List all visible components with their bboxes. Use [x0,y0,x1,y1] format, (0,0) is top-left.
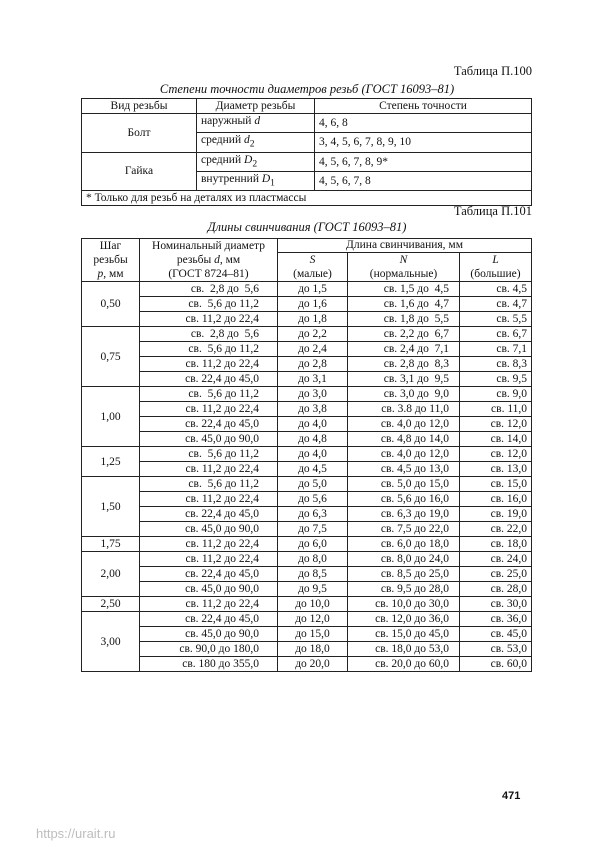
nominal-range-cell: св. 22,4 до 45,0 [140,507,278,522]
table-100-title: Степени точности диаметров резьб (ГОСТ 16093–81) [159,82,455,96]
nominal-range-cell: св. 11,2 до 22,4 [140,537,278,552]
nominal-header [140,239,278,282]
table-row [82,492,532,507]
nominal-range-cell: св. 2,8 до 5,6 [140,282,278,297]
n-length-cell: св. 20,0 до 60,0 [348,657,460,672]
n-length-cell: св. 6,3 до 19,0 [348,507,460,522]
table-row [82,627,532,642]
table-row [82,152,532,171]
table-row [82,657,532,672]
s-length-cell: до 5,0 [278,477,348,492]
length-header: Длина свинчивания, мм [278,239,532,253]
pitch-cell: 0,50 [82,282,140,327]
table-header-cell: Вид резьбы [82,99,197,114]
l-length-cell: св. 30,0 [460,597,532,612]
l-length-cell: св. 15,0 [460,477,532,492]
n-length-cell: св. 1,6 до 4,7 [348,297,460,312]
nominal-range-cell: св. 22,4 до 45,0 [140,372,278,387]
s-length-cell: до 1,5 [278,282,348,297]
table-header-cell: Степень точности [315,99,532,114]
n-length-cell: св. 1,5 до 4,5 [348,282,460,297]
s-length-cell: до 2,8 [278,357,348,372]
l-length-cell: св. 14,0 [460,432,532,447]
n-length-cell: св. 4,5 до 13,0 [348,462,460,477]
nominal-range-cell: св. 5,6 до 11,2 [140,297,278,312]
nominal-range-cell: св. 90,0 до 180,0 [140,642,278,657]
l-length-cell: св. 36,0 [460,612,532,627]
l-length-cell: св. 11,0 [460,402,532,417]
s-length-cell: до 5,6 [278,492,348,507]
l-length-cell: св. 22,0 [460,522,532,537]
table-101-caption: Таблица П.101 [453,204,532,218]
s-header [278,253,348,282]
n-header [348,253,460,282]
n-length-cell: св. 5,0 до 15,0 [348,477,460,492]
table-101-title: Длины свинчивания (ГОСТ 16093–81) [207,220,407,234]
pitch-cell: 1,75 [82,537,140,552]
table-row [82,507,532,522]
s-length-cell: до 8,0 [278,552,348,567]
l-length-cell: св. 5,5 [460,312,532,327]
grades-cell: 4, 5, 6, 7, 8, 9* [315,152,532,171]
table-row [82,297,532,312]
table-row [82,312,532,327]
table-100-caption: Таблица П.100 [453,64,532,78]
n-length-cell: св. 4,8 до 14,0 [348,432,460,447]
n-length-cell: св. 12,0 до 36,0 [348,612,460,627]
table-row [82,462,532,477]
table-row [82,402,532,417]
table-row [82,114,532,133]
table-100-header-row [82,99,532,114]
table-row [82,552,532,567]
s-length-cell: до 4,0 [278,447,348,462]
s-length-cell: до 18,0 [278,642,348,657]
s-header-label: (малые) [293,268,332,280]
thread-type-cell: Гайка [82,152,197,191]
table-row [82,282,532,297]
diameter-cell: внутренний $D_1$ [197,171,315,190]
nominal-header-line: (ГОСТ 8724–81) [168,268,249,280]
l-length-cell: св. 24,0 [460,552,532,567]
pitch-header-line: Шаг [99,240,122,252]
nominal-range-cell: св. 5,6 до 11,2 [140,447,278,462]
table-row [82,387,532,402]
pitch-cell: 1,25 [82,447,140,477]
table-100 [81,98,532,206]
table-row [82,372,532,387]
n-header-symbol: N [399,254,408,266]
s-length-cell: до 9,5 [278,582,348,597]
l-length-cell: св. 9,0 [460,387,532,402]
l-length-cell: св. 19,0 [460,507,532,522]
table-row [82,567,532,582]
table-row [82,642,532,657]
nominal-header-line: резьбы d, мм [176,254,241,266]
l-length-cell: св. 8,3 [460,357,532,372]
s-length-cell: до 7,5 [278,522,348,537]
nominal-range-cell: св. 22,4 до 45,0 [140,612,278,627]
l-length-cell: св. 7,1 [460,342,532,357]
s-length-cell: до 4,8 [278,432,348,447]
nominal-range-cell: св. 180 до 355,0 [140,657,278,672]
nominal-range-cell: св. 45,0 до 90,0 [140,582,278,597]
l-header-label: (большие) [470,268,521,280]
s-length-cell: до 6,0 [278,537,348,552]
l-length-cell: св. 9,5 [460,372,532,387]
pitch-cell: 3,00 [82,612,140,672]
table-row [82,612,532,627]
table-row [82,582,532,597]
l-length-cell: св. 4,5 [460,282,532,297]
page-number: 471 [502,790,521,802]
watermark-url: https://urait.ru [36,826,116,841]
n-length-cell: св. 6,0 до 18,0 [348,537,460,552]
s-length-cell: до 4,5 [278,462,348,477]
s-length-cell: до 3,8 [278,402,348,417]
l-length-cell: св. 45,0 [460,627,532,642]
nominal-range-cell: св. 11,2 до 22,4 [140,492,278,507]
n-length-cell: св. 2,4 до 7,1 [348,342,460,357]
n-length-cell: св. 3.8 до 11,0 [348,402,460,417]
s-length-cell: до 2,2 [278,327,348,342]
table-row [82,477,532,492]
n-length-cell: св. 8,0 до 24,0 [348,552,460,567]
s-length-cell: до 12,0 [278,612,348,627]
l-length-cell: св. 12,0 [460,417,532,432]
table-header-cell: Диаметр резьбы [197,99,315,114]
l-length-cell: св. 25,0 [460,567,532,582]
l-length-cell: св. 18,0 [460,537,532,552]
s-length-cell: до 4,0 [278,417,348,432]
pitch-cell: 2,50 [82,597,140,612]
s-length-cell: до 10,0 [278,597,348,612]
pitch-cell: 1,50 [82,477,140,537]
pitch-cell: 0,75 [82,327,140,387]
pitch-cell: 1,00 [82,387,140,447]
table-row [82,447,532,462]
n-length-cell: св. 4,0 до 12,0 [348,447,460,462]
n-length-cell: св. 7,5 до 22,0 [348,522,460,537]
n-header-label: (нормальные) [369,268,438,280]
s-length-cell: до 20,0 [278,657,348,672]
nominal-range-cell: св. 5,6 до 11,2 [140,387,278,402]
grades-cell: 4, 6, 8 [315,114,532,133]
grades-cell: 4, 5, 6, 7, 8 [315,171,532,190]
nominal-range-cell: св. 45,0 до 90,0 [140,432,278,447]
s-length-cell: до 2,4 [278,342,348,357]
table-row [82,537,532,552]
table-row [82,417,532,432]
l-length-cell: св. 16,0 [460,492,532,507]
table-row [82,357,532,372]
nominal-range-cell: св. 22,4 до 45,0 [140,567,278,582]
n-length-cell: св. 2,8 до 8,3 [348,357,460,372]
pitch-cell: 2,00 [82,552,140,597]
n-length-cell: св. 10,0 до 30,0 [348,597,460,612]
pitch-header-line: p, мм [97,268,124,280]
s-header-symbol: S [309,254,316,266]
pitch-header-line: резьбы [93,254,128,266]
l-length-cell: св. 60,0 [460,657,532,672]
l-length-cell: св. 13,0 [460,462,532,477]
diameter-cell: средний $d_2$ [197,133,315,152]
grades-cell: 3, 4, 5, 6, 7, 8, 9, 10 [315,133,532,152]
s-length-cell: до 3,0 [278,387,348,402]
n-length-cell: св. 1,8 до 5,5 [348,312,460,327]
nominal-range-cell: св. 5,6 до 11,2 [140,342,278,357]
l-header [460,253,532,282]
n-length-cell: св. 4,0 до 12,0 [348,417,460,432]
nominal-range-cell: св. 11,2 до 22,4 [140,462,278,477]
diameter-cell: наружный d [197,114,315,133]
nominal-range-cell: св. 11,2 до 22,4 [140,597,278,612]
nominal-header-line: Номинальный диаметр [152,240,265,252]
l-length-cell: св. 4,7 [460,297,532,312]
n-length-cell: св. 18,0 до 53,0 [348,642,460,657]
n-length-cell: св. 8,5 до 25,0 [348,567,460,582]
nominal-range-cell: св. 45,0 до 90,0 [140,522,278,537]
n-length-cell: св. 3,0 до 9,0 [348,387,460,402]
n-length-cell: св. 5,6 до 16,0 [348,492,460,507]
l-length-cell: св. 28,0 [460,582,532,597]
n-length-cell: св. 9,5 до 28,0 [348,582,460,597]
s-length-cell: до 8,5 [278,567,348,582]
n-length-cell: св. 15,0 до 45,0 [348,627,460,642]
nominal-range-cell: св. 5,6 до 11,2 [140,477,278,492]
table-row [82,522,532,537]
s-length-cell: до 1,6 [278,297,348,312]
nominal-range-cell: св. 2,8 до 5,6 [140,327,278,342]
nominal-range-cell: св. 11,2 до 22,4 [140,402,278,417]
nominal-range-cell: св. 11,2 до 22,4 [140,312,278,327]
table-row [82,327,532,342]
nominal-range-cell: св. 22,4 до 45,0 [140,417,278,432]
l-length-cell: св. 12,0 [460,447,532,462]
diameter-cell: средний $D_2$ [197,152,315,171]
n-length-cell: св. 3,1 до 9,5 [348,372,460,387]
nominal-range-cell: св. 45,0 до 90,0 [140,627,278,642]
table-101 [81,238,532,672]
table-101-header-row [82,239,532,253]
nominal-range-cell: св. 11,2 до 22,4 [140,552,278,567]
table-row [82,342,532,357]
table-row [82,432,532,447]
l-length-cell: св. 53,0 [460,642,532,657]
s-length-cell: до 15,0 [278,627,348,642]
pitch-header [82,239,140,282]
l-length-cell: св. 6,7 [460,327,532,342]
n-length-cell: св. 2,2 до 6,7 [348,327,460,342]
s-length-cell: до 3,1 [278,372,348,387]
thread-type-cell: Болт [82,114,197,153]
nominal-range-cell: св. 11,2 до 22,4 [140,357,278,372]
s-length-cell: до 1,8 [278,312,348,327]
footnote: * Только для резьб на деталях из пластмассы [82,191,532,206]
table-row [82,597,532,612]
s-length-cell: до 6,3 [278,507,348,522]
l-header-symbol: L [492,254,499,266]
